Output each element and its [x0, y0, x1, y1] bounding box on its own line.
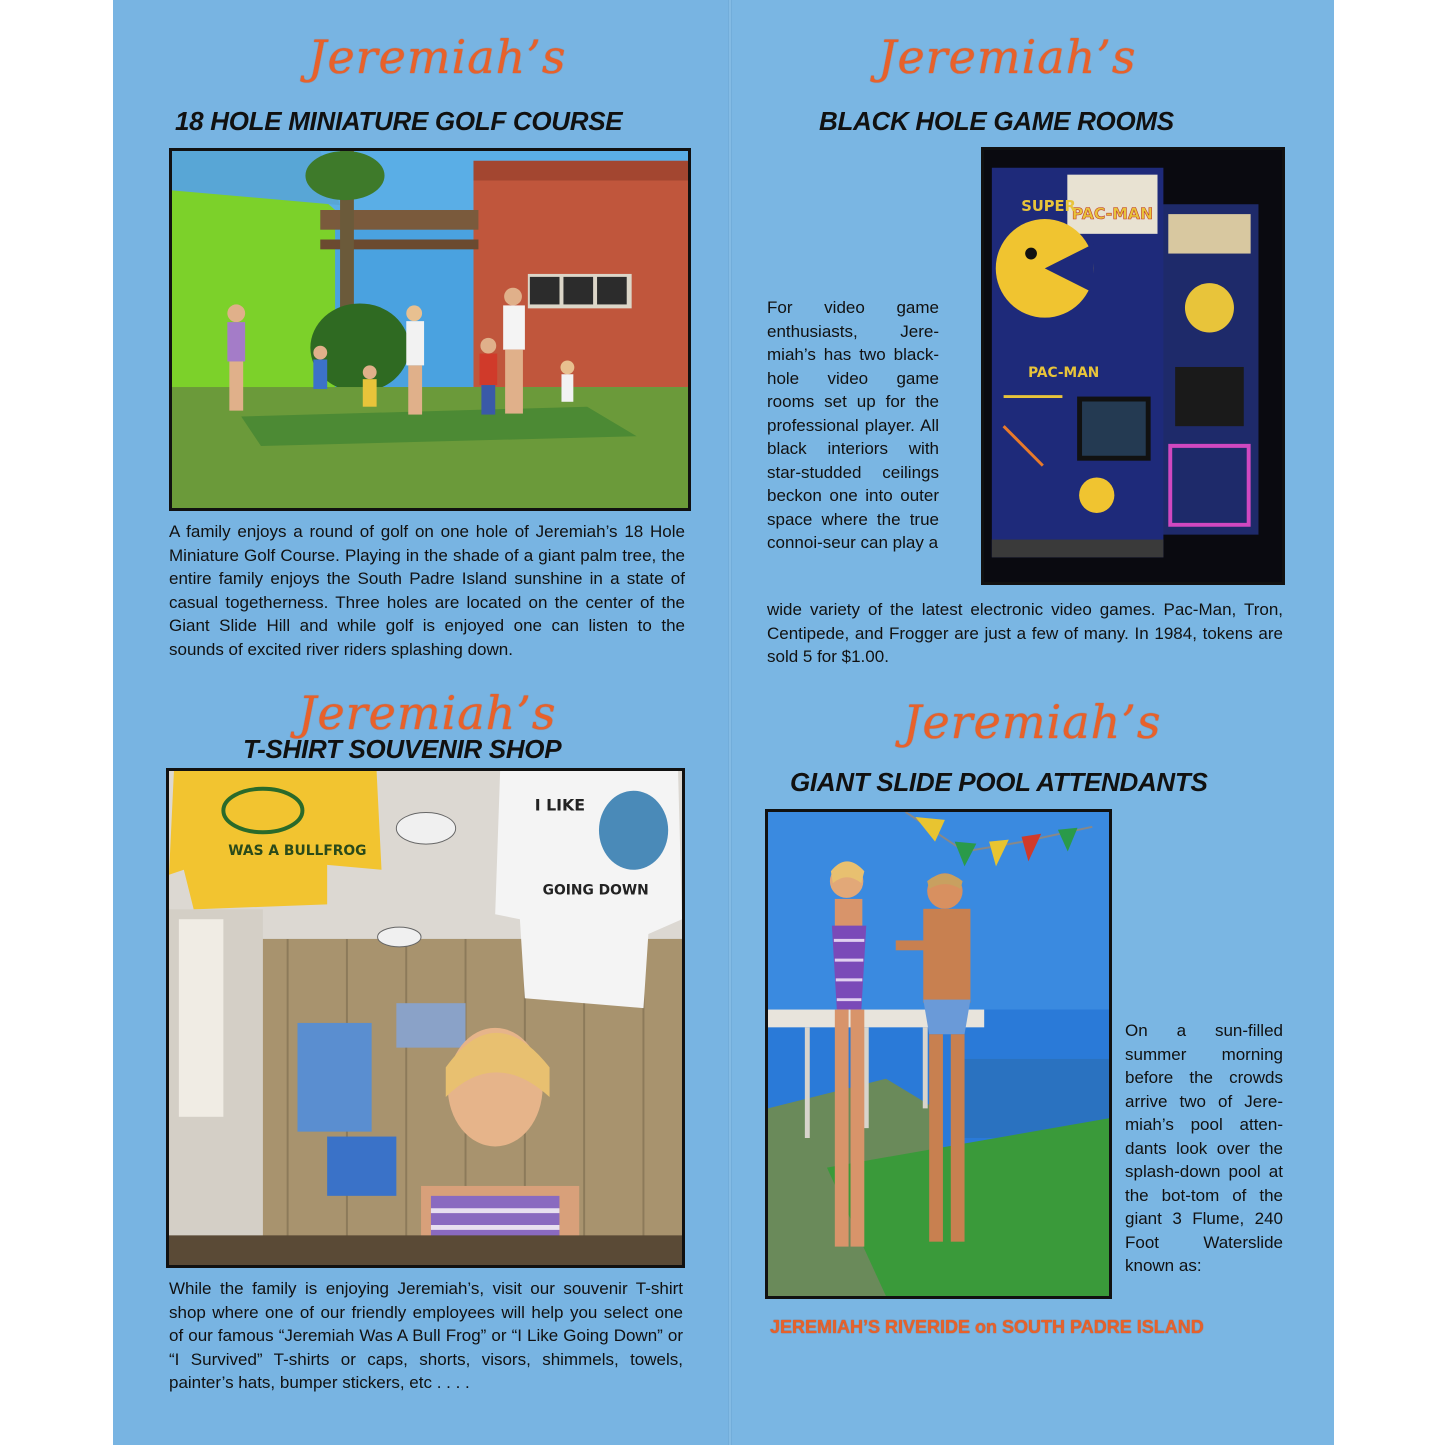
pool-description: On a sun-filled summer morning before the crowds arrive two of Jere-miah’s pool atten-dants look over the splash-down pool at the bot-tom of the giant 3 Flume, 240 Foot Waterslide known as:	[1125, 1021, 1283, 1275]
games-description-full: wide variety of the latest electronic video games. Pac-Man, Tron, Centipede, and Frogger are just a few of many. In 1984, tokens are sold 5 for $1.00.	[767, 600, 1283, 666]
golf-heading: 18 HOLE MINIATURE GOLF COURSE	[175, 106, 623, 136]
cabinet-marquee-text: PAC-MAN	[1071, 203, 1154, 224]
arcade-photo	[981, 147, 1285, 585]
shirt-text-3: GOING DOWN	[542, 882, 649, 899]
shirt-text-2: I LIKE	[534, 795, 586, 815]
brochure-fold	[728, 0, 732, 1445]
shop-script-title: Jeremiah’s	[298, 686, 557, 740]
riveride-footer: JEREMIAH’S RIVERIDE on SOUTH PADRE ISLAND	[770, 1317, 1204, 1337]
shop-heading: T-SHIRT SOUVENIR SHOP	[243, 734, 562, 764]
shirt-text-1: WAS A BULLFROG	[228, 842, 367, 859]
svg-text:PAC-MAN: PAC-MAN	[1028, 364, 1100, 381]
games-script-title: Jeremiah’s	[878, 30, 1137, 84]
shop-description: While the family is enjoying Jeremiah’s, visit our souvenir T-shirt shop where one of our friendly employees will help you select one of our famous “Jeremiah Was A Bull Frog” or “I Like Going Down” or “I Survived” T-shirts or caps, shorts, visors, shimmels, towels, painter’s hats, bumper stickers, etc . . . .	[169, 1279, 683, 1392]
games-description-side: For video game enthusiasts, Jere-miah’s has two black-hole video game rooms set up for the professional player. All black interiors with star-studded ceilings beckon one into outer space where the true connoi-seur can play a	[767, 298, 939, 552]
golf-script-title: Jeremiah’s	[308, 30, 567, 84]
svg-text:SUPER: SUPER	[1021, 198, 1076, 216]
pool-script-title: Jeremiah’s	[903, 695, 1162, 749]
games-heading: BLACK HOLE GAME ROOMS	[819, 106, 1174, 136]
pool-heading: GIANT SLIDE POOL ATTENDANTS	[790, 767, 1208, 797]
shop-photo	[166, 768, 685, 1268]
pool-photo	[765, 809, 1112, 1299]
golf-photo	[169, 148, 691, 511]
golf-description: A family enjoys a round of golf on one hole of Jeremiah’s 18 Hole Miniature Golf Course. Playing in the shade of a giant palm tree, the entire family enjoys the South Padre Island sunshine in a state of casual togetherness. Three holes are located on the center of the Giant Slide Hill and while golf is enjoyed one can listen to the sounds of excited river riders splashing down.	[169, 522, 685, 659]
